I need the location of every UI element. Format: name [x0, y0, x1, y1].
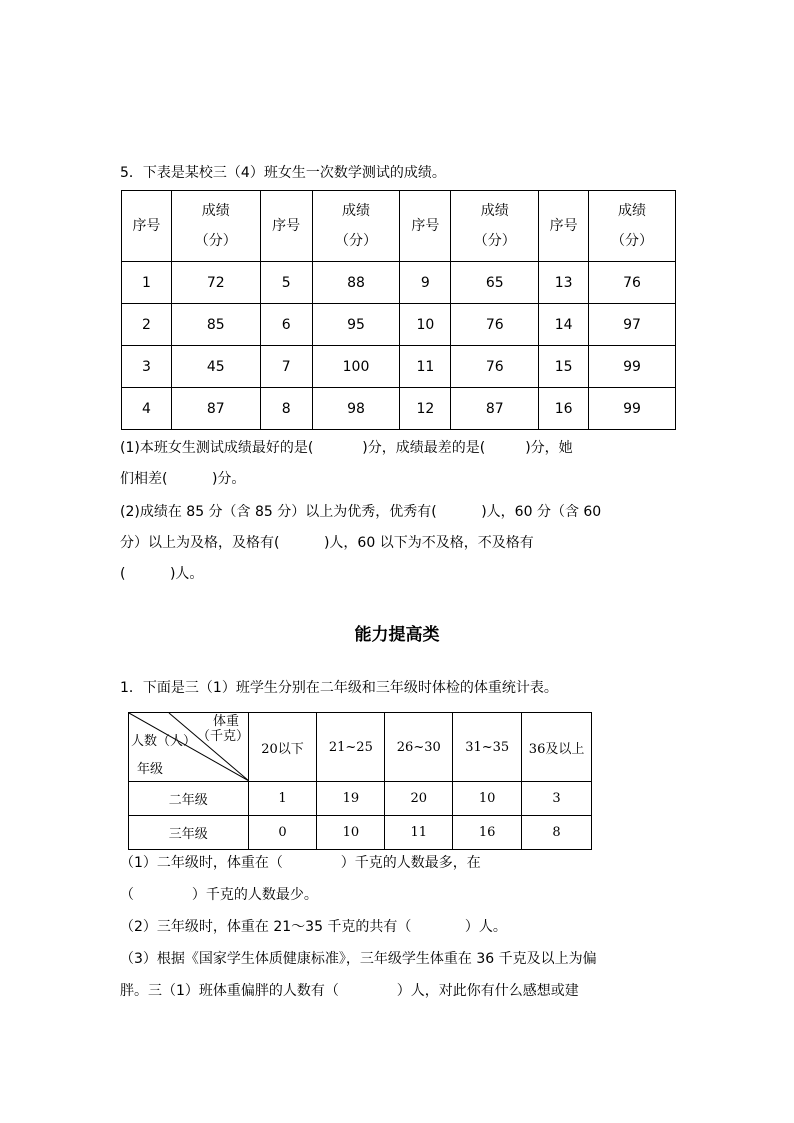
weight-table — [128, 712, 592, 850]
q1-sub1-line2: （ ）千克的人数最少。 — [120, 887, 318, 903]
header-seq: 序号 — [260, 191, 312, 262]
table-cell: 2 — [122, 304, 172, 346]
table-cell: 16 — [539, 388, 589, 430]
table-cell: 0 — [248, 816, 317, 850]
table-cell: 10 — [453, 782, 522, 816]
score-table-header-row — [122, 191, 676, 262]
q1-sub1-line1: （1）二年级时，体重在（ ）千克的人数最多，在 — [120, 855, 481, 871]
table-cell: 4 — [122, 388, 172, 430]
table-cell: 100 — [312, 346, 400, 388]
table-cell: 6 — [260, 304, 312, 346]
table-cell: 72 — [171, 262, 260, 304]
table-cell: 5 — [260, 262, 312, 304]
table-cell: 8 — [260, 388, 312, 430]
section-title: 能力提高类 — [354, 625, 440, 645]
table-cell: 99 — [589, 388, 676, 430]
table-cell: 11 — [400, 346, 451, 388]
table-cell: 65 — [451, 262, 539, 304]
table-cell: 3 — [522, 782, 592, 816]
table-row — [122, 388, 676, 430]
table-cell: 15 — [539, 346, 589, 388]
row-header: 三年级 — [129, 816, 249, 850]
table-cell: 11 — [385, 816, 453, 850]
table-cell: 10 — [400, 304, 451, 346]
table-cell: 12 — [400, 388, 451, 430]
q5-part2-line2: 分）以上为及格，及格有( )人，60 以下为不及格，不及格有 — [120, 535, 534, 551]
table-cell: 8 — [522, 816, 592, 850]
table-cell: 10 — [317, 816, 385, 850]
diag-label-weight: 体重 — [213, 714, 240, 729]
header-score: 成绩 （分） — [312, 191, 400, 262]
diag-label-people: 人数（人） — [131, 734, 197, 749]
column-header: 26~30 — [385, 713, 453, 782]
q1-sub2-line1: （2）三年级时，体重在 21～35 千克的共有（ ）人。 — [120, 919, 507, 935]
table-cell: 13 — [539, 262, 589, 304]
column-header: 36及以上 — [522, 713, 592, 782]
table-cell: 88 — [312, 262, 400, 304]
table-row — [122, 262, 676, 304]
table-cell: 87 — [171, 388, 260, 430]
q5-part1-line1: (1)本班女生测试成绩最好的是( )分，成绩最差的是( )分，她 — [120, 440, 573, 456]
table-cell: 1 — [248, 782, 317, 816]
table-row — [122, 346, 676, 388]
table-row — [122, 304, 676, 346]
q1-sub3-line1: （3）根据《国家学生体质健康标准》，三年级学生体重在 36 千克及以上为偏 — [120, 951, 597, 967]
table-cell: 1 — [122, 262, 172, 304]
diagonal-header-cell — [129, 713, 249, 782]
table-cell: 98 — [312, 388, 400, 430]
weight-table-header-row — [129, 713, 592, 782]
table-cell: 14 — [539, 304, 589, 346]
q5-part2-line1: (2)成绩在 85 分（含 85 分）以上为优秀，优秀有( )人，60 分（含 60 — [120, 504, 602, 520]
table-cell: 3 — [122, 346, 172, 388]
table-cell: 87 — [451, 388, 539, 430]
column-header: 21~25 — [317, 713, 385, 782]
table-cell: 76 — [589, 262, 676, 304]
header-score: 成绩 （分） — [451, 191, 539, 262]
table-cell: 76 — [451, 304, 539, 346]
table-cell: 9 — [400, 262, 451, 304]
header-seq: 序号 — [539, 191, 589, 262]
table-cell: 45 — [171, 346, 260, 388]
diag-label-grade: 年级 — [137, 762, 164, 777]
header-seq: 序号 — [122, 191, 172, 262]
header-score: 成绩 （分） — [171, 191, 260, 262]
table-cell: 99 — [589, 346, 676, 388]
table-cell: 16 — [453, 816, 522, 850]
header-score: 成绩 （分） — [589, 191, 676, 262]
table-cell: 7 — [260, 346, 312, 388]
table-cell: 19 — [317, 782, 385, 816]
table-row — [129, 816, 592, 850]
table-row — [129, 782, 592, 816]
q1-heading: 1．下面是三（1）班学生分别在二年级和三年级时体检的体重统计表。 — [120, 680, 558, 696]
q5-part1-line2: 们相差( )分。 — [120, 471, 246, 487]
table-cell: 97 — [589, 304, 676, 346]
table-cell: 76 — [451, 346, 539, 388]
column-header: 20以下 — [248, 713, 317, 782]
table-cell: 95 — [312, 304, 400, 346]
table-cell: 20 — [385, 782, 453, 816]
diag-label-kg: （千克） — [197, 729, 250, 744]
row-header: 二年级 — [129, 782, 249, 816]
header-seq: 序号 — [400, 191, 451, 262]
column-header: 31~35 — [453, 713, 522, 782]
score-table — [121, 190, 676, 430]
q1-sub3-line2: 胖。三（1）班体重偏胖的人数有（ ）人，对此你有什么感想或建 — [120, 983, 579, 999]
table-cell: 85 — [171, 304, 260, 346]
q5-part2-line3: ( )人。 — [120, 566, 204, 582]
q5-heading: 5．下表是某校三（4）班女生一次数学测试的成绩。 — [120, 165, 446, 181]
